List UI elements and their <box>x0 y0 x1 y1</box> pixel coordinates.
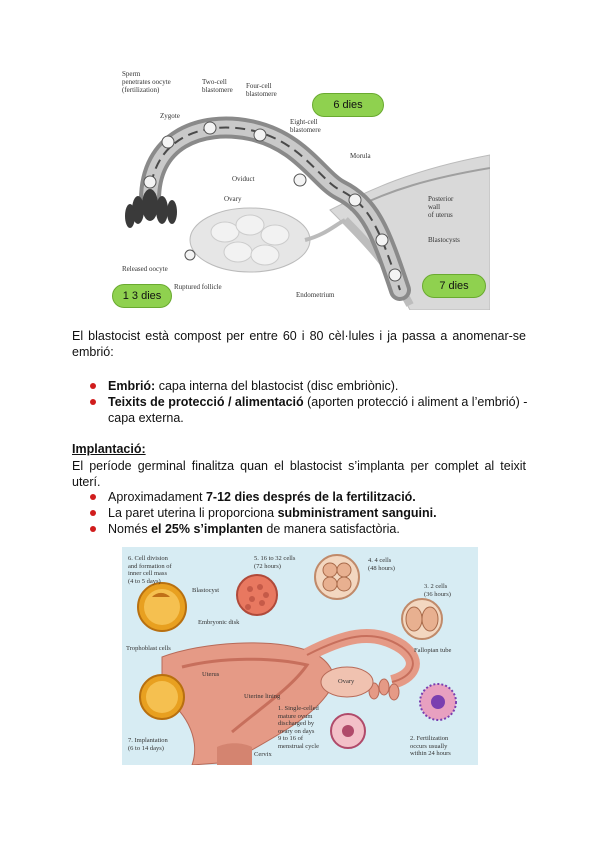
label-ruptured-follicle: Ruptured follicle <box>174 283 222 291</box>
list-item <box>90 489 530 505</box>
bullet-icon <box>90 526 96 532</box>
label-fallopian-tube: Fallopian tube <box>414 647 452 654</box>
label-uterine-lining: Uterine lining <box>244 693 281 700</box>
label-zygote: Zygote <box>160 112 180 120</box>
label-endometrium: Endometrium <box>296 291 335 299</box>
label-posterior-wall: Posterior wall of uterus <box>428 195 454 219</box>
list-item <box>90 505 530 521</box>
label-cell-division: 6. Cell division and formation of inner cell mass (4 to 5 days) <box>128 555 172 585</box>
list-item-text: Aproximadament <box>108 490 206 504</box>
label-single-cell-ovum: 1. Single-celled mature ovum discharged by ovary on days 9 to 16 of menstrual cycle <box>278 705 319 750</box>
label-embryonic-disk: Embryonic disk <box>198 619 240 626</box>
label-blastocyst: Blastocyst <box>192 587 220 594</box>
bullet-icon <box>90 399 96 405</box>
bullet-icon <box>90 494 96 500</box>
list-item-text: La paret uterina li proporciona <box>108 506 278 520</box>
section-heading-implantacio: Implantació: <box>72 442 146 456</box>
label-ovary: Ovary <box>338 678 355 685</box>
label-4-cells: 4. 4 cells (48 hours) <box>368 557 395 572</box>
label-eight-cell: Eight-cell blastomere <box>290 118 321 134</box>
label-released-oocyte: Released oocyte <box>122 265 168 273</box>
label-ovary: Ovary <box>224 195 242 203</box>
label-four-cell: Four-cell blastomere <box>246 82 277 98</box>
list-item-bold: Teixits de protecció / alimentació <box>108 395 304 409</box>
label-morula: Morula <box>350 152 371 160</box>
list-item-text: de manera satisfactòria. <box>262 522 400 536</box>
intro-paragraph: El blastocist està compost per entre 60 i 80 cèl·lules i ja passa a anomenar-se embrió: <box>72 329 526 359</box>
list-item-text: capa interna del blastocist (disc embriònic). <box>155 379 399 393</box>
label-16-32-cells: 5. 16 to 32 cells (72 hours) <box>254 555 296 570</box>
list-item-text: (aporten protecció i aliment a l’embrió) - capa externa. <box>108 395 528 425</box>
ovary-shape <box>190 208 310 272</box>
list-item-bold: subministrament sanguini. <box>277 506 437 520</box>
badge-7-dies: 7 dies <box>422 274 486 298</box>
label-oviduct: Oviduct <box>232 175 255 183</box>
list-item <box>90 378 530 394</box>
list-item-bold: Embrió: <box>108 379 156 393</box>
label-trophoblast-cells: Trophoblast cells <box>126 645 171 652</box>
list-item-bold: 7-12 dies després de la fertilització. <box>205 490 416 504</box>
bullet-icon <box>90 510 96 516</box>
label-implantation: 7. Implantation (6 to 14 days) <box>128 737 168 752</box>
label-two-cell: Two-cell blastomere <box>202 78 233 94</box>
list-item <box>90 521 530 537</box>
badge-1-3-dies: 1 3 dies <box>112 284 172 308</box>
label-blastocysts: Blastocysts <box>428 236 460 244</box>
bullet-icon <box>90 383 96 389</box>
implantation-paragraph: El període germinal finalitza quan el blastocist s’implanta per complet al teixit uterí. <box>72 459 526 489</box>
list-item <box>90 394 530 426</box>
list-blastocyst-parts <box>90 378 530 426</box>
badge-6-dies: 6 dies <box>312 93 384 117</box>
label-2-cells: 3. 2 cells (36 hours) <box>424 583 451 598</box>
label-sperm: Sperm penetrates oocyte (fertilization) <box>122 70 171 94</box>
label-uterus: Uterus <box>202 671 220 678</box>
list-implantation-facts <box>90 489 530 537</box>
list-item-bold: el 25% s’implanten <box>151 522 263 536</box>
label-cervix: Cervix <box>254 751 272 758</box>
figure-fertilization-diagram <box>110 60 490 310</box>
figure-implantation-diagram <box>122 547 478 765</box>
label-fertilization: 2. Fertilization occurs usually within 24 hours <box>410 735 451 757</box>
list-item-text: Només <box>108 522 152 536</box>
